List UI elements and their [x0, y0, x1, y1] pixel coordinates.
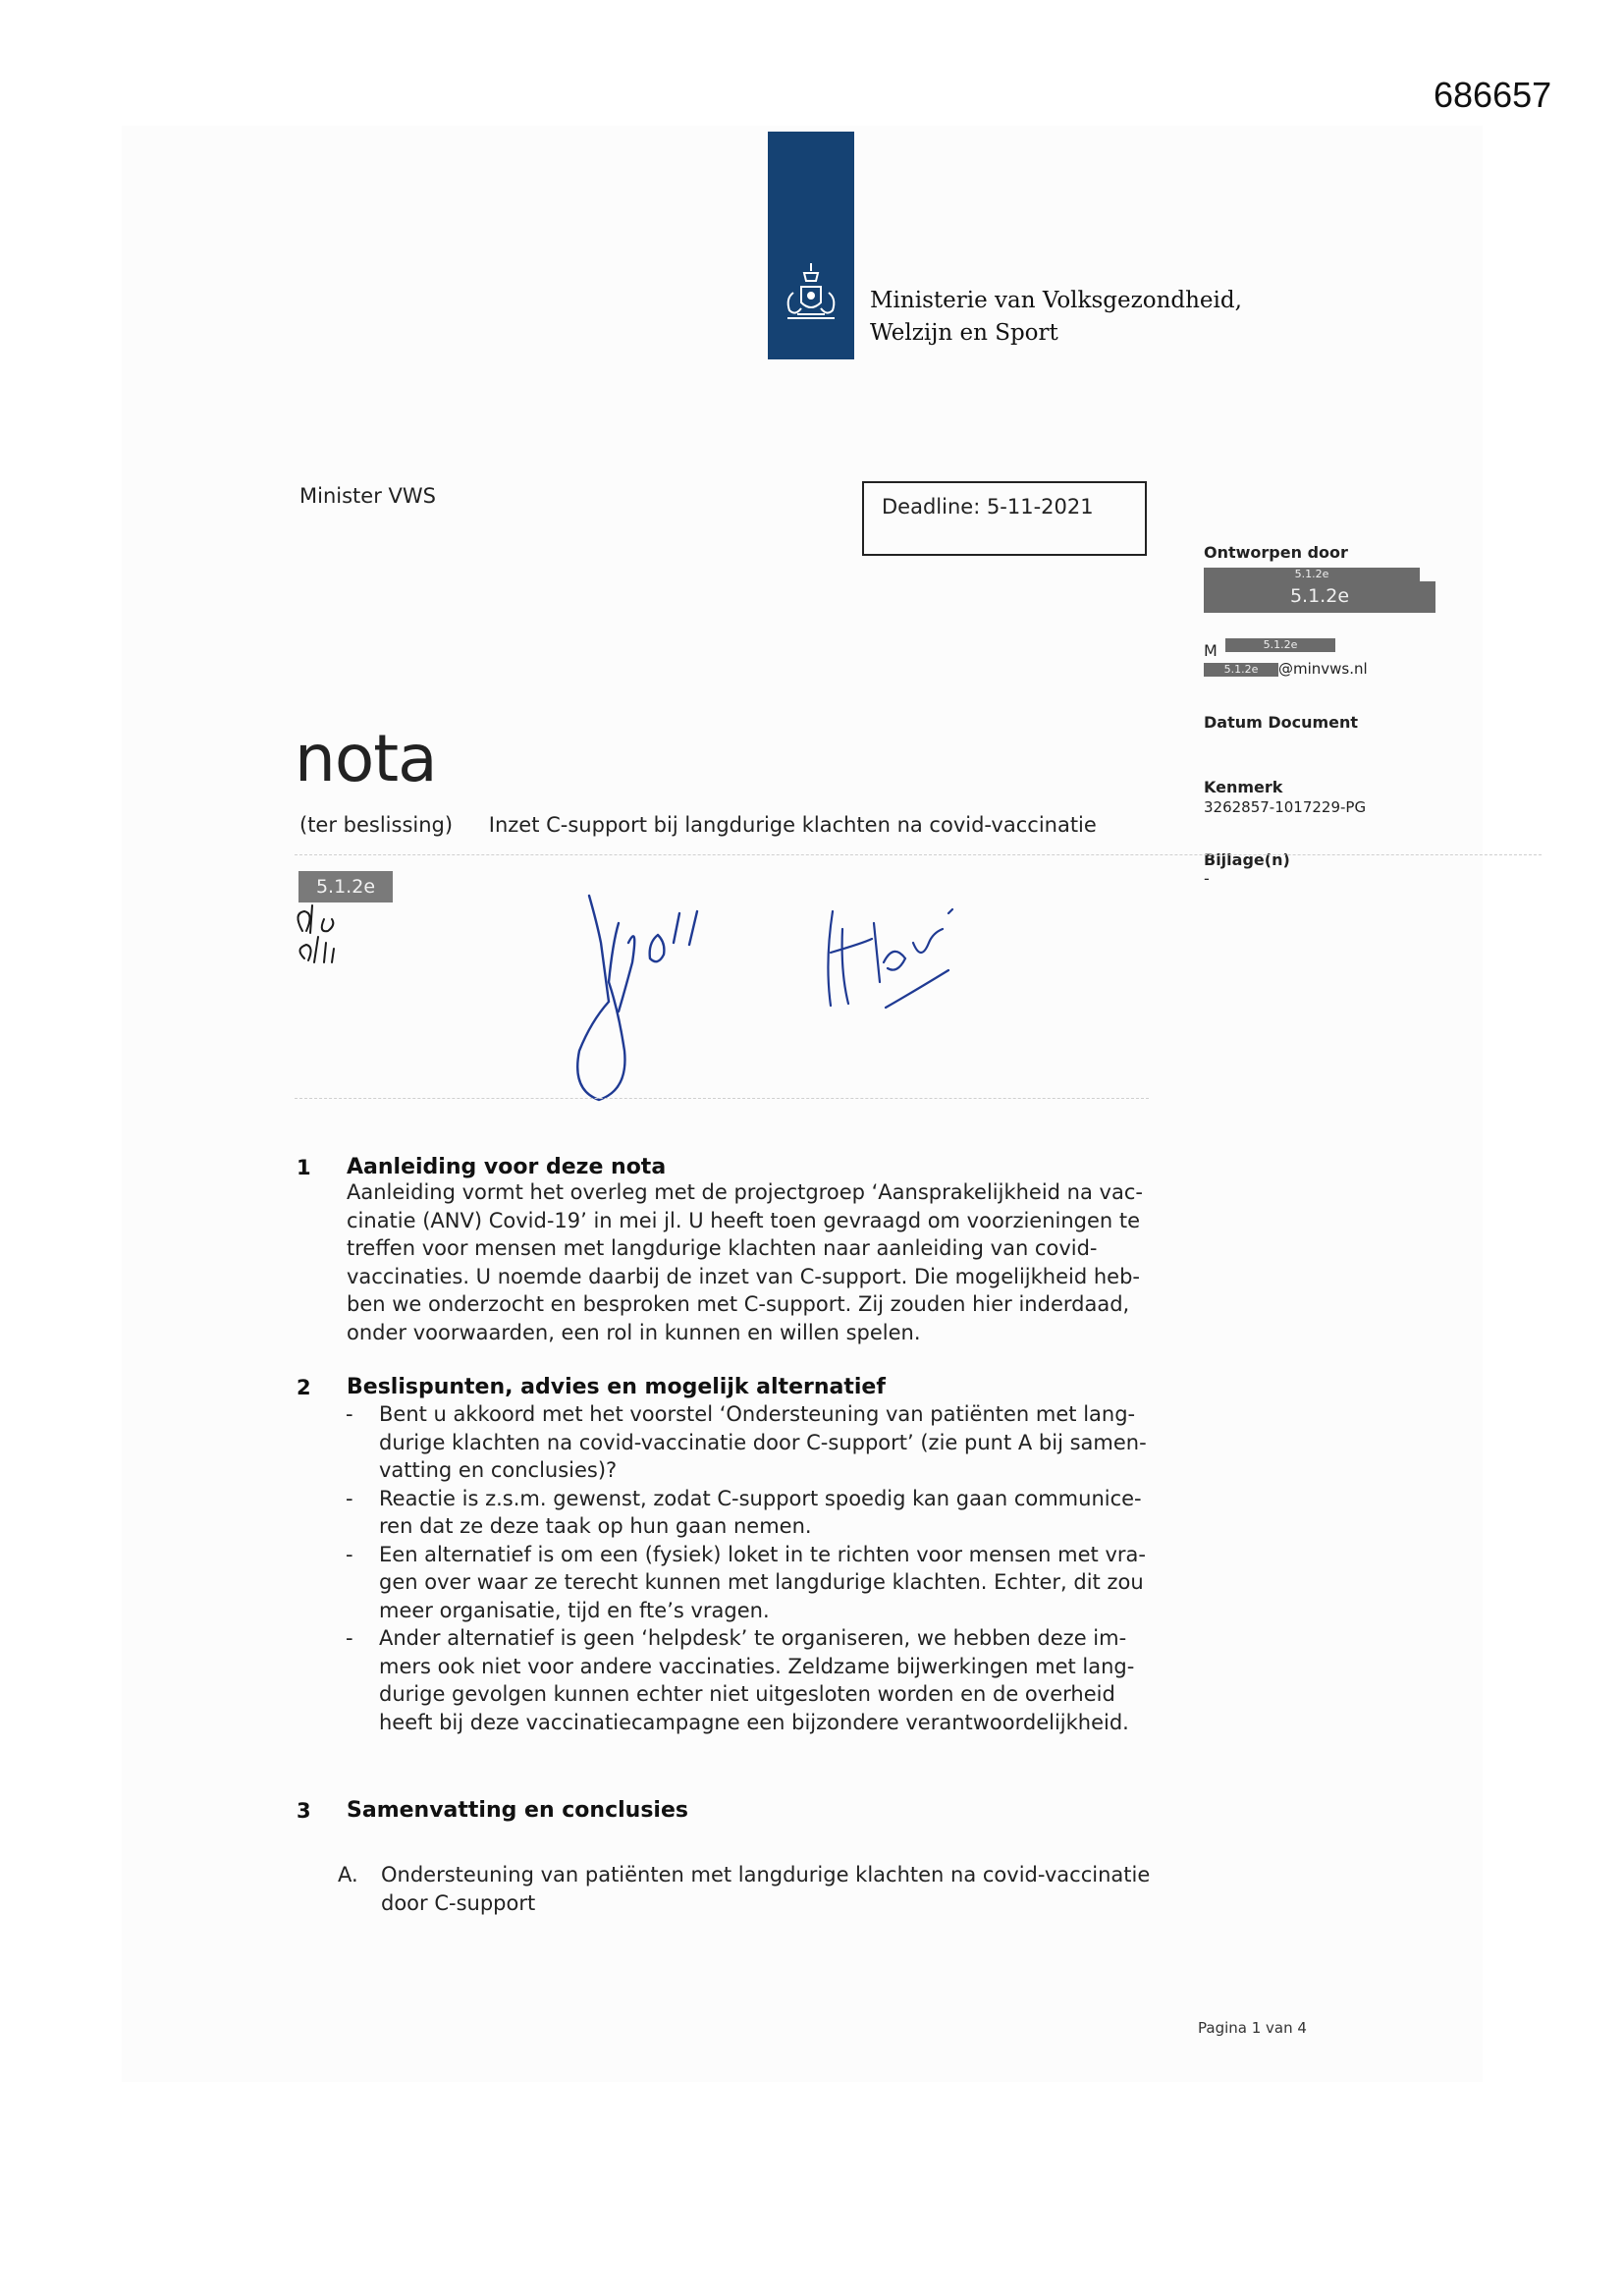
item-letter: A.: [338, 1863, 358, 1886]
subject-line: [299, 813, 1097, 837]
addressee: Minister VWS: [299, 484, 436, 508]
bullet-line: meer organisatie, tijd en fte’s vragen.: [379, 1598, 770, 1622]
item-line: door C-support: [381, 1890, 536, 1915]
redaction-bar: 5.1.2e: [1204, 568, 1420, 581]
document-number: 686657: [1434, 75, 1552, 115]
bullet-dash: -: [346, 1402, 353, 1426]
deadline-box: [862, 481, 1147, 556]
section-2-title: Beslispunten, advies en mogelijk alternatief: [347, 1375, 886, 1399]
paragraph-line: onder voorwaarden, een rol in kunnen en willen spelen.: [347, 1320, 921, 1344]
bullet-line: gen over waar ze terecht kunnen met langdurige klachten. Echter, dit zou: [379, 1570, 1144, 1594]
bullet-line: Reactie is z.s.m. gewenst, zodat C-support spoedig kan gaan communice-: [379, 1486, 1142, 1510]
ministry-name-line-2: Welzijn en Sport: [870, 320, 1058, 346]
subject-text: Inzet C-support bij langdurige klachten na covid-vaccinatie: [488, 813, 1097, 837]
coat-of-arms-icon: [772, 259, 850, 338]
divider: [295, 854, 1542, 855]
bullet-line: Een alternatief is om een (fysiek) loket in te richten voor mensen met vra-: [379, 1542, 1146, 1566]
section-2-number: 2: [297, 1376, 311, 1399]
bullet-line: ren dat ze deze taak op hun gaan nemen.: [379, 1514, 812, 1538]
designed-by-label: Ontworpen door: [1204, 543, 1348, 562]
subject-kind: (ter beslissing): [299, 813, 454, 837]
ministry-name: [870, 285, 1242, 350]
document-title: nota: [295, 721, 437, 796]
redaction-bar-name: 5.1.2e: [1204, 581, 1435, 613]
section-3-number: 3: [297, 1799, 311, 1823]
date-label: Datum Document: [1204, 713, 1359, 732]
ministry-name-line-1: Ministerie van Volksgezondheid,: [870, 288, 1242, 313]
bullet-line: Bent u akkoord met het voorstel ‘Ondersteuning van patiënten met lang-: [379, 1402, 1136, 1426]
section-3-title: Samenvatting en conclusies: [347, 1798, 688, 1823]
bullet-line: heeft bij deze vaccinatiecampagne een bijzondere verantwoordelijkheid.: [379, 1710, 1129, 1734]
bullet-line: vatting en conclusies)?: [379, 1458, 618, 1482]
paragraph-line: Aanleiding vormt het overleg met de projectgroep ‘Aansprakelijkheid na vac-: [347, 1180, 1143, 1204]
page-number: Pagina 1 van 4: [1198, 2019, 1307, 2037]
paragraph-line: ben we onderzocht en besproken met C-support. Zij zouden hier inderdaad,: [347, 1292, 1130, 1316]
handwritten-signature-second: [828, 909, 952, 1008]
paragraph-line: cinatie (ANV) Covid-19’ in mei jl. U heeft toen gevraagd om voorzieningen te: [347, 1208, 1141, 1232]
bullet-dash: -: [346, 1542, 353, 1566]
redaction-bar-email: 5.1.2e: [1204, 663, 1278, 677]
government-logo: [768, 132, 854, 359]
divider-2: [295, 1098, 1149, 1099]
list-item: [346, 1485, 1190, 1541]
handwritten-initials-left: [298, 905, 334, 962]
phone-prefix: M: [1204, 641, 1218, 660]
handwritten-signature-minister: [577, 896, 697, 1100]
section-3-item-a: [338, 1861, 1150, 1917]
bullet-dash: -: [346, 1626, 353, 1650]
item-line: Ondersteuning van patiënten met langdurige klachten na covid-vaccinatie: [381, 1863, 1151, 1886]
paragraph-line: vaccinaties. U noemde daarbij de inzet van C-support. Die mogelijkheid heb-: [347, 1264, 1141, 1288]
reference-value: 3262857-1017229-PG: [1204, 798, 1367, 816]
bullet-line: Ander alternatief is geen ‘helpdesk’ te organiseren, we hebben deze im-: [379, 1626, 1127, 1650]
list-item: [346, 1541, 1190, 1625]
bullet-line: durige klachten na covid-vaccinatie door C-support’ (zie punt A bij samen-: [379, 1430, 1147, 1454]
attachments-label: Bijlage(n): [1204, 850, 1290, 869]
redaction-bar-phone: 5.1.2e: [1225, 638, 1335, 652]
email-suffix: @minvws.nl: [1278, 660, 1368, 678]
list-item: [346, 1400, 1190, 1485]
deadline-text: Deadline: 5-11-2021: [882, 495, 1094, 519]
section-1-number: 1: [297, 1156, 311, 1179]
bullet-line: mers ook niet voor andere vaccinaties. Zeldzame bijwerkingen met lang-: [379, 1654, 1135, 1678]
section-1-title: Aanleiding voor deze nota: [347, 1155, 667, 1179]
redaction-stamp: 5.1.2e: [298, 871, 393, 902]
list-item: [346, 1624, 1190, 1736]
bullet-dash: -: [346, 1486, 353, 1510]
section-1-paragraph: [347, 1178, 1171, 1346]
bullet-line: durige gevolgen kunnen echter niet uitgesloten worden en de overheid: [379, 1682, 1115, 1706]
reference-label: Kenmerk: [1204, 778, 1283, 796]
handwritten-signatures: [285, 884, 1011, 1120]
paragraph-line: treffen voor mensen met langdurige klachten naar aanleiding van covid-: [347, 1236, 1098, 1260]
attachments-value: -: [1204, 869, 1210, 888]
section-2-bullet-list: [346, 1400, 1190, 1736]
